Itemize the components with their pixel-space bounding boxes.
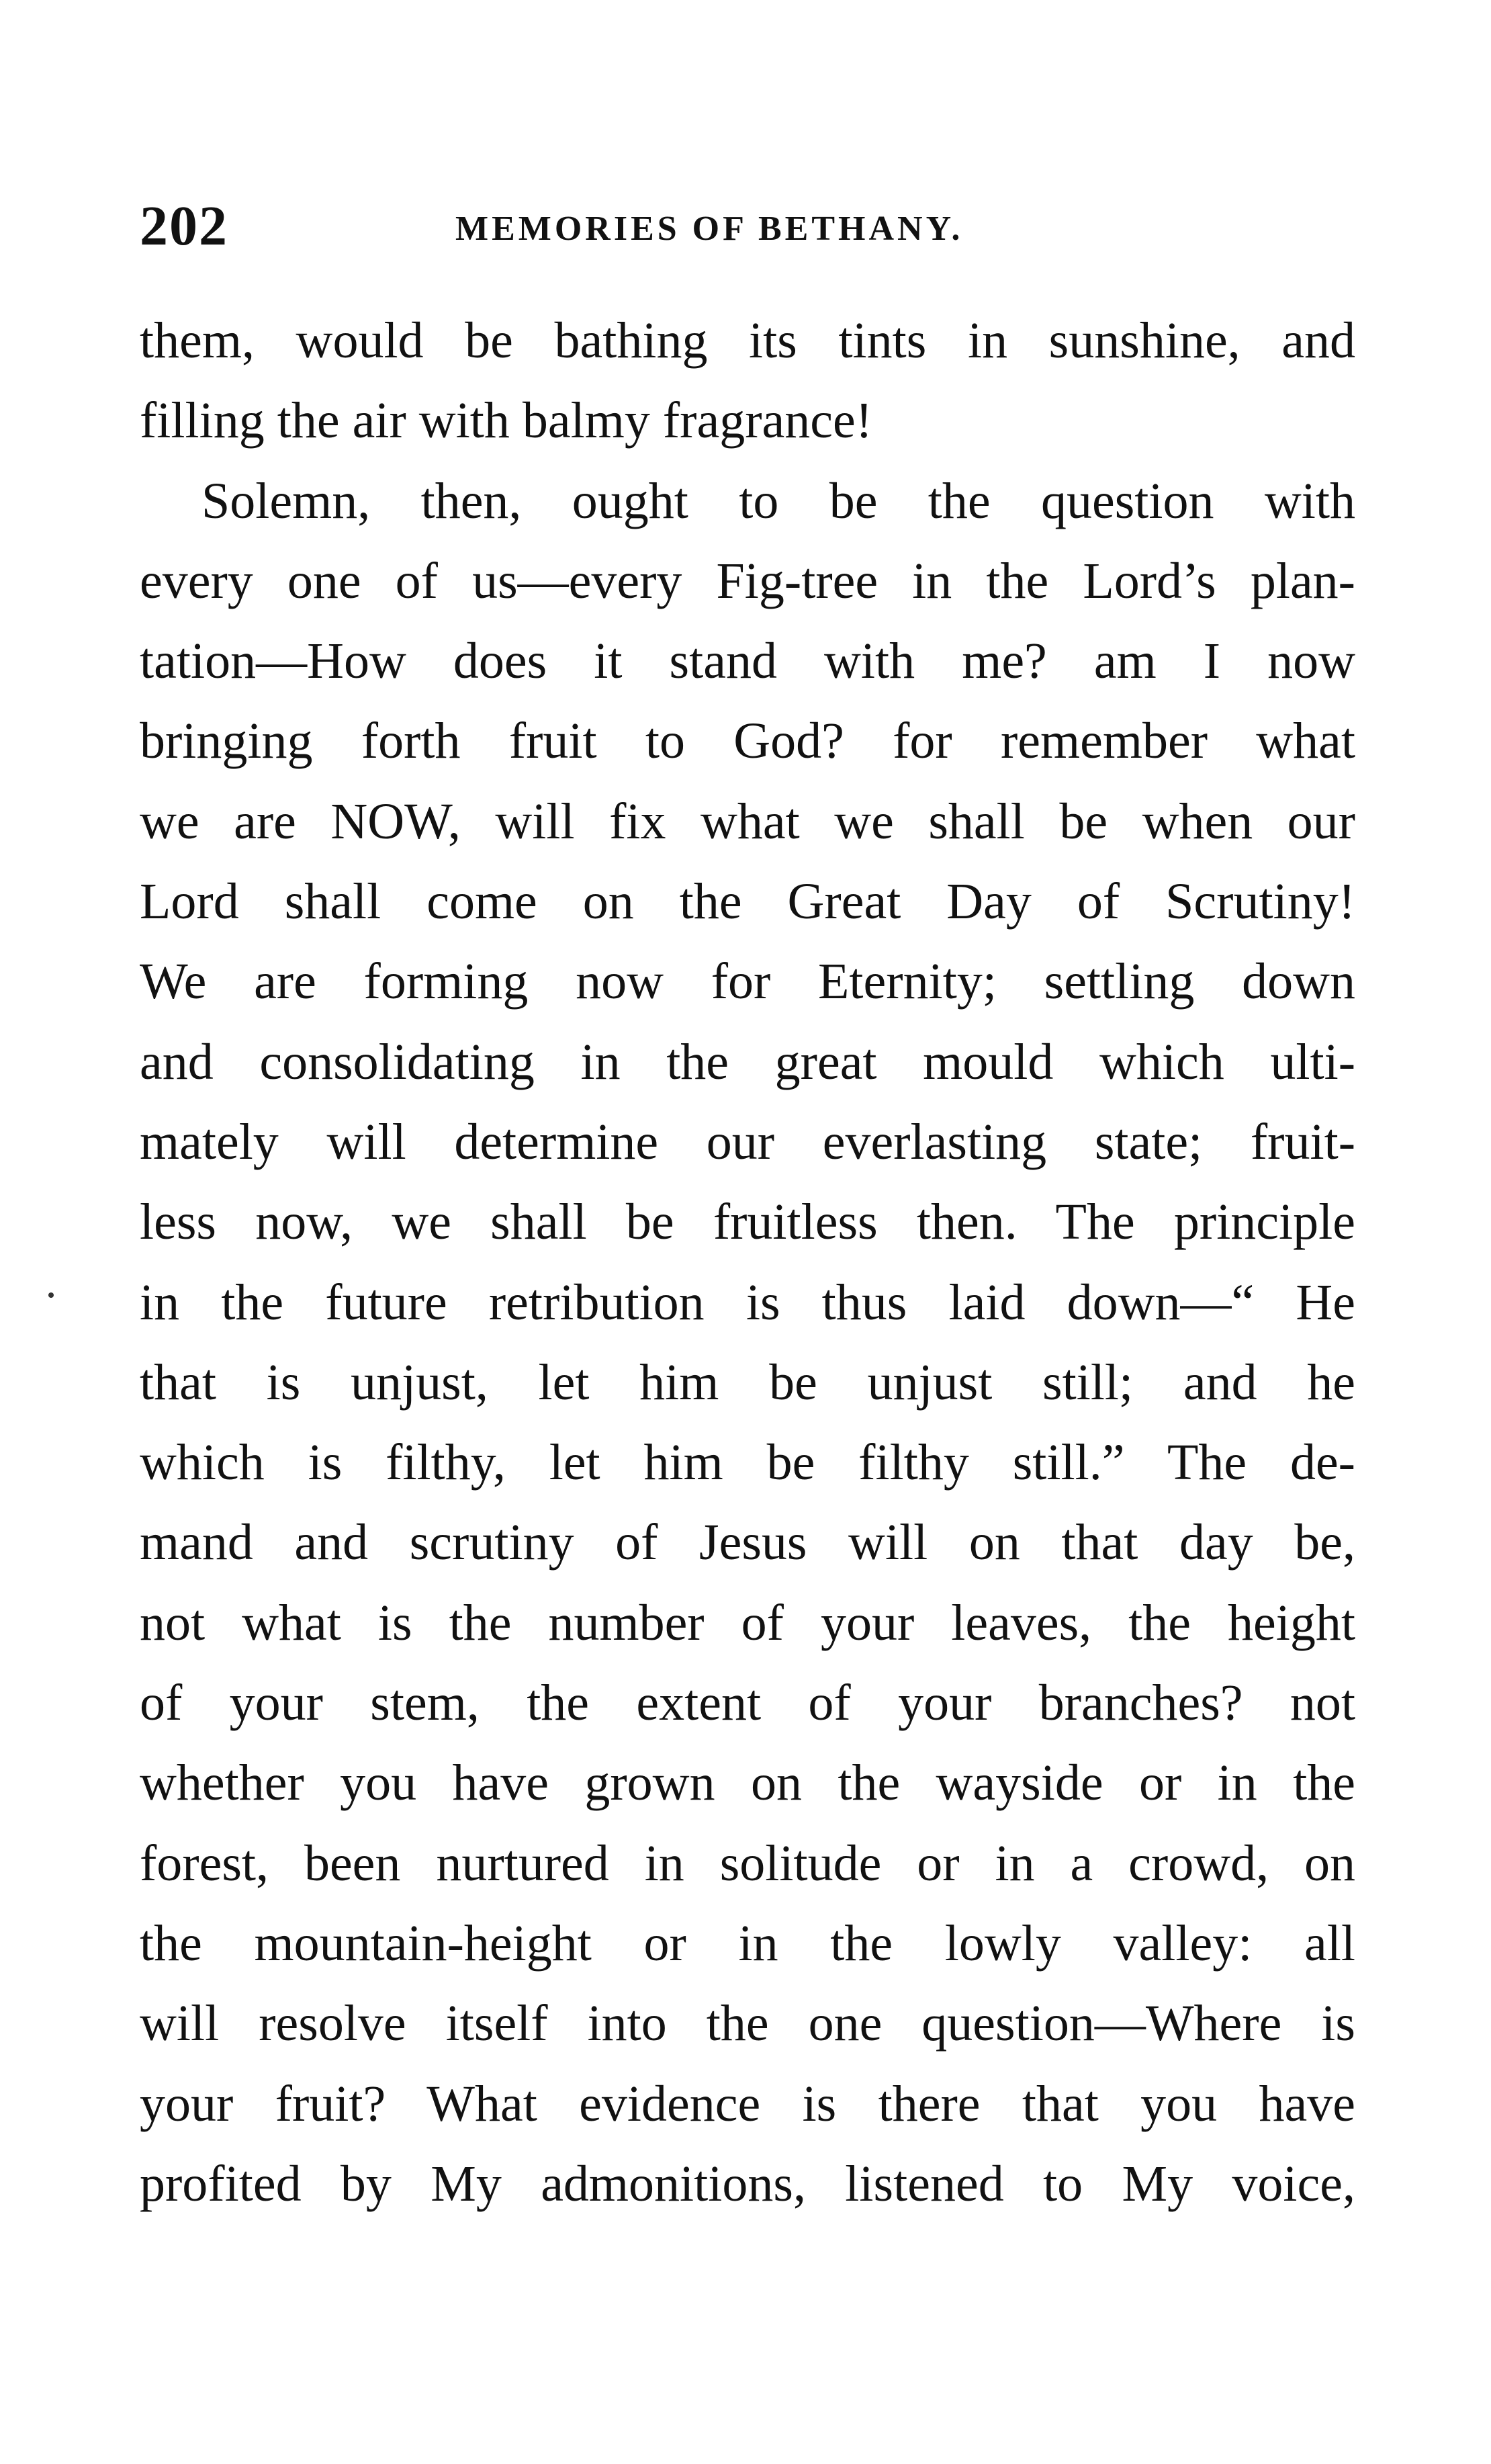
text-line: less now, we shall be fruitless then. The principle xyxy=(140,1194,1355,1251)
text-line: whether you have grown on the wayside or in the xyxy=(140,1755,1355,1812)
text-line: we are NOW, will fix what we shall be when our xyxy=(140,793,1355,850)
text-line: them, would be bathing its tints in sunshine, and xyxy=(140,312,1355,369)
page-number: 202 xyxy=(140,195,228,257)
text-line: We are forming now for Eternity; settling down xyxy=(140,953,1355,1010)
text-line: mately will determine our everlasting state; fruit- xyxy=(140,1113,1355,1170)
text-line: forest, been nurtured in solitude or in a crowd, on xyxy=(140,1835,1355,1892)
text-line: tation—How does it stand with me? am I now xyxy=(140,633,1355,690)
text-line: Solemn, then, ought to be the question with xyxy=(201,472,1355,529)
text-line: in the future retribution is thus laid down—“ He xyxy=(140,1274,1355,1331)
running-head xyxy=(140,196,1349,257)
text-line: bringing forth fruit to God? for remember what xyxy=(140,713,1355,770)
text-line: Lord shall come on the Great Day of Scrutiny! xyxy=(140,873,1355,930)
text-line: filling the air with balmy fragrance! xyxy=(140,392,873,449)
text-line: which is filthy, let him be filthy still.” The de- xyxy=(140,1434,1355,1491)
text-line: every one of us—every Fig-tree in the Lord’s plan- xyxy=(140,552,1355,609)
text-line: mand and scrutiny of Jesus will on that day be, xyxy=(140,1514,1355,1571)
text-line: the mountain-height or in the lowly valley: all xyxy=(140,1915,1355,1972)
body-text xyxy=(140,301,1355,2224)
margin-speck xyxy=(48,1292,54,1298)
text-line: profited by My admonitions, listened to My voice, xyxy=(140,2155,1355,2212)
text-line: that is unjust, let him be unjust still; and he xyxy=(140,1354,1355,1411)
text-line: not what is the number of your leaves, the height xyxy=(140,1594,1355,1651)
running-title: MEMORIES OF BETHANY. xyxy=(455,210,964,248)
text-line: of your stem, the extent of your branches? not xyxy=(140,1675,1355,1732)
text-line: and consolidating in the great mould which ulti- xyxy=(140,1033,1355,1090)
text-line: will resolve itself into the one question—Where is xyxy=(140,1995,1355,2052)
text-line: your fruit? What evidence is there that you have xyxy=(140,2075,1355,2132)
